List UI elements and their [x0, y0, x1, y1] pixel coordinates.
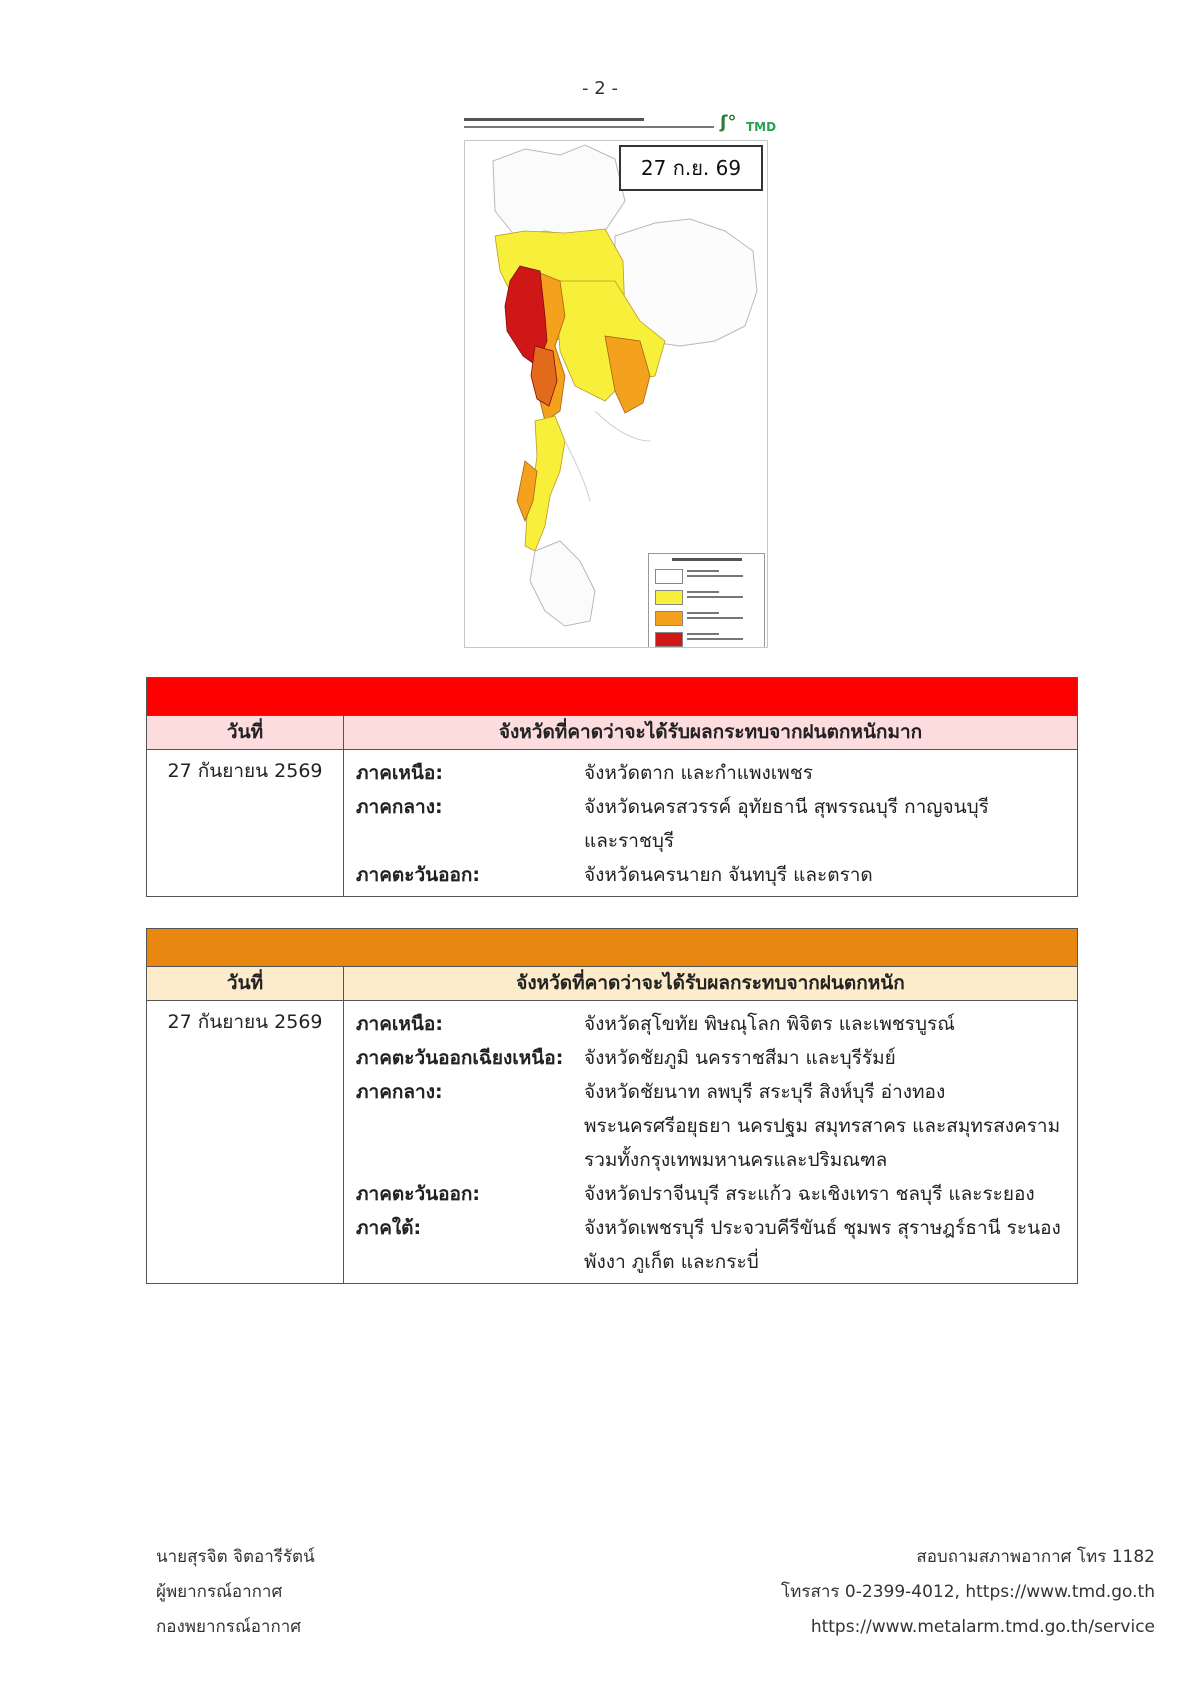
forecaster-name: นายสุรจิต จิตอารีรัตน์ [156, 1547, 315, 1567]
metalarm-link[interactable]: https://www.metalarm.tmd.go.th/service [810, 1617, 1155, 1637]
province-line: จังหวัดชัยภูมิ นครราชสีมา และบุรีรัมย์ [584, 1047, 896, 1069]
tmd-logo-icon: TMD [746, 120, 777, 134]
forecaster-signature [156, 1540, 315, 1645]
region-row-north [356, 1007, 1067, 1041]
date-column-header: วันที่ [147, 967, 344, 1000]
region-provinces [584, 756, 1067, 790]
region-row-central [356, 790, 1067, 858]
region-row-northeast [356, 1041, 1067, 1075]
region-row-east [356, 1177, 1067, 1211]
province-line: จังหวัดนครนายก จันทบุรี และตราด [584, 864, 873, 886]
legend-swatch [655, 569, 683, 584]
region-name: ภาคกลาง: [356, 1081, 443, 1103]
fax-website-link[interactable]: โทรสาร 0-2399-4012, https://www.tmd.go.th [781, 1582, 1155, 1602]
legend-item [655, 610, 755, 626]
region-name: ภาคตะวันออกเฉียงเหนือ: [356, 1047, 564, 1069]
legend-item [655, 589, 755, 605]
region-list [344, 750, 1077, 896]
legend-swatch [655, 590, 683, 605]
rainfall-forecast-map [462, 112, 777, 647]
very-heavy-rain-table [146, 677, 1078, 897]
forecast-date: 27 กันยายน 2569 [147, 750, 344, 896]
region-provinces [584, 1007, 1067, 1041]
table-header [147, 716, 1077, 750]
legend-item [655, 631, 755, 647]
page-number: - 2 - [582, 78, 618, 99]
table-header [147, 967, 1077, 1001]
province-line: พระนครศรีอยุธยา นครปฐม สมุทรสาคร และสมุทรสงคราม [584, 1115, 1061, 1137]
orange-warning-banner [147, 929, 1077, 967]
region-name: ภาคกลาง: [356, 796, 443, 818]
region-row-east [356, 858, 1067, 892]
red-warning-banner [147, 678, 1077, 716]
table-row [147, 1001, 1077, 1283]
legend-swatch [655, 611, 683, 626]
region-row-south [356, 1211, 1067, 1279]
region-name: ภาคเหนือ: [356, 1013, 443, 1035]
region-provinces [584, 790, 1067, 858]
region-row-north [356, 756, 1067, 790]
hotline-text: สอบถามสภาพอากาศ โทร 1182 [916, 1547, 1155, 1567]
region-provinces [584, 1075, 1067, 1177]
region-provinces [584, 1041, 1067, 1075]
legend-item [655, 568, 755, 584]
dss-logo-icon: ʃ° [720, 112, 737, 133]
province-line: จังหวัดปราจีนบุรี สระแก้ว ฉะเชิงเทรา ชลบุรี และระยอง [584, 1183, 1035, 1205]
region-name: ภาคใต้: [356, 1217, 422, 1239]
map-legend [648, 553, 765, 648]
province-line: รวมทั้งกรุงเทพมหานครและปริมณฑล [584, 1149, 888, 1171]
forecast-date: 27 กันยายน 2569 [147, 1001, 344, 1283]
province-line: พังงา ภูเก็ต และกระบี่ [584, 1251, 759, 1273]
forecaster-title: ผู้พยากรณ์อากาศ [156, 1582, 283, 1602]
province-column-header: จังหวัดที่คาดว่าจะได้รับผลกระทบจากฝนตกหนัก [516, 972, 905, 994]
region-name: ภาคตะวันออก: [356, 864, 481, 886]
region-list [344, 1001, 1077, 1283]
map-frame [464, 140, 768, 648]
map-header [462, 112, 777, 140]
province-line: จังหวัดนครสวรรค์ อุทัยธานี สุพรรณบุรี กาญจนบุรี [584, 796, 989, 818]
region-provinces [584, 858, 1067, 892]
region-provinces [584, 1177, 1067, 1211]
province-line: จังหวัดเพชรบุรี ประจวบคีรีขันธ์ ชุมพร สุราษฎร์ธานี ระนอง [584, 1217, 1061, 1239]
region-provinces [584, 1211, 1067, 1279]
province-line: จังหวัดชัยนาท ลพบุรี สระบุรี สิงห์บุรี อ่างทอง [584, 1081, 946, 1103]
province-line: จังหวัดตาก และกำแพงเพชร [584, 762, 813, 784]
region-row-central [356, 1075, 1067, 1177]
region-name: ภาคตะวันออก: [356, 1183, 481, 1205]
date-column-header: วันที่ [147, 716, 344, 749]
table-row [147, 750, 1077, 896]
province-column-header: จังหวัดที่คาดว่าจะได้รับผลกระทบจากฝนตกหนักมาก [498, 721, 923, 743]
heavy-rain-table [146, 928, 1078, 1284]
province-line: และราชบุรี [584, 830, 675, 852]
legend-swatch [655, 632, 683, 647]
map-date-label: 27 ก.ย. 69 [619, 145, 763, 191]
region-name: ภาคเหนือ: [356, 762, 443, 784]
province-line: จังหวัดสุโขทัย พิษณุโลก พิจิตร และเพชรบูรณ์ [584, 1013, 955, 1035]
contact-info [781, 1540, 1155, 1645]
forecaster-division: กองพยากรณ์อากาศ [156, 1617, 302, 1637]
